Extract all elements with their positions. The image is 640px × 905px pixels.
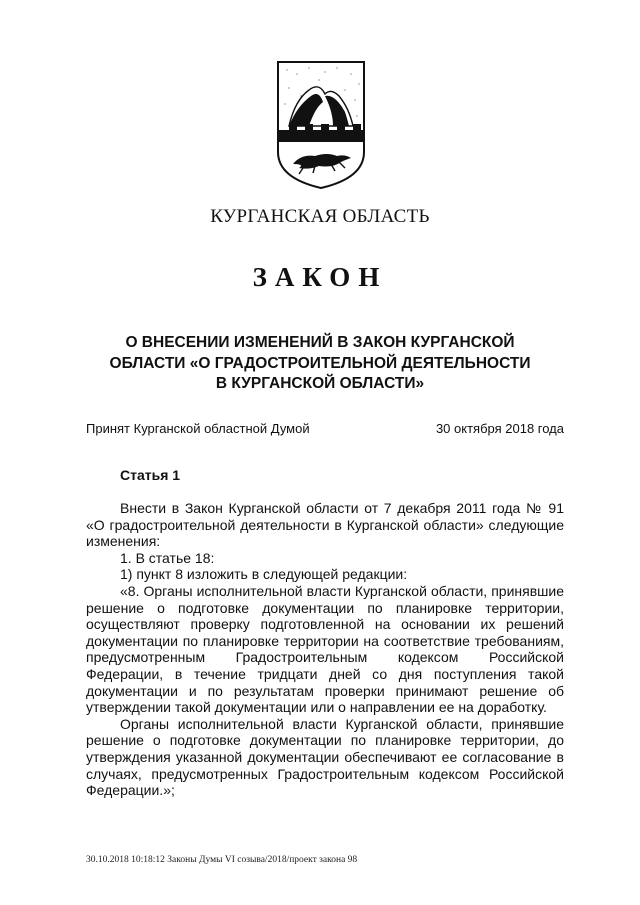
article-paragraph: Органы исполнительной власти Курганской области, принявшие решение о подготовке документации по планировке территории, до утверждения указанной документации обеспечивают ее согласование в случаях, предусмотренных Градостроительным кодексом Российской Федерации.»; [86,715,564,799]
article-heading: Статья 1 [120,467,181,483]
law-title-line: В КУРГАНСКОЙ ОБЛАСТИ» [215,375,425,392]
adoption-date: 30 октября 2018 года [435,421,564,436]
article-paragraph: 1. В статье 18: [120,549,215,566]
law-title-line: О ВНЕСЕНИИ ИЗМЕНЕНИЙ В ЗАКОН КУРГАНСКОЙ [125,334,515,351]
article-paragraph: 1) пункт 8 изложить в следующей редакции: [120,566,408,583]
document-type: ЗАКОН [252,262,388,292]
article-body [86,500,564,799]
law-title [60,333,580,395]
article-paragraph: «8. Органы исполнительной власти Курганской области, принявшие решение о подготовке документации по планировке территории, осуществляют проверку подготовленной на основании их решений документации по планировке территории на соответствие требованиям, предусмотренным Градостроительным кодексом Российской Федерации, в течение тридцати дней со дня поступления такой документации и по результатам проверки принимают решение об утверждении такой документации или о направлении ее на доработку. [86,582,564,716]
article-paragraph: Внести в Закон Курганской области от 7 декабря 2011 года № 91 «О градостроительной деятельности в Курганской области» следующие изменения: [86,500,564,550]
adoption-line [86,421,564,436]
law-title-line: ОБЛАСТИ «О ГРАДОСТРОИТЕЛЬНОЙ ДЕЯТЕЛЬНОСТИ [109,354,531,372]
document-footer: 30.10.2018 10:18:12 Законы Думы VI созыва/2018/проект закона 98 [86,855,358,865]
region-name: КУРГАНСКАЯ ОБЛАСТЬ [210,206,430,227]
adopting-body: Принят Курганской областной Думой [86,421,310,436]
coat-of-arms-icon [275,60,367,190]
